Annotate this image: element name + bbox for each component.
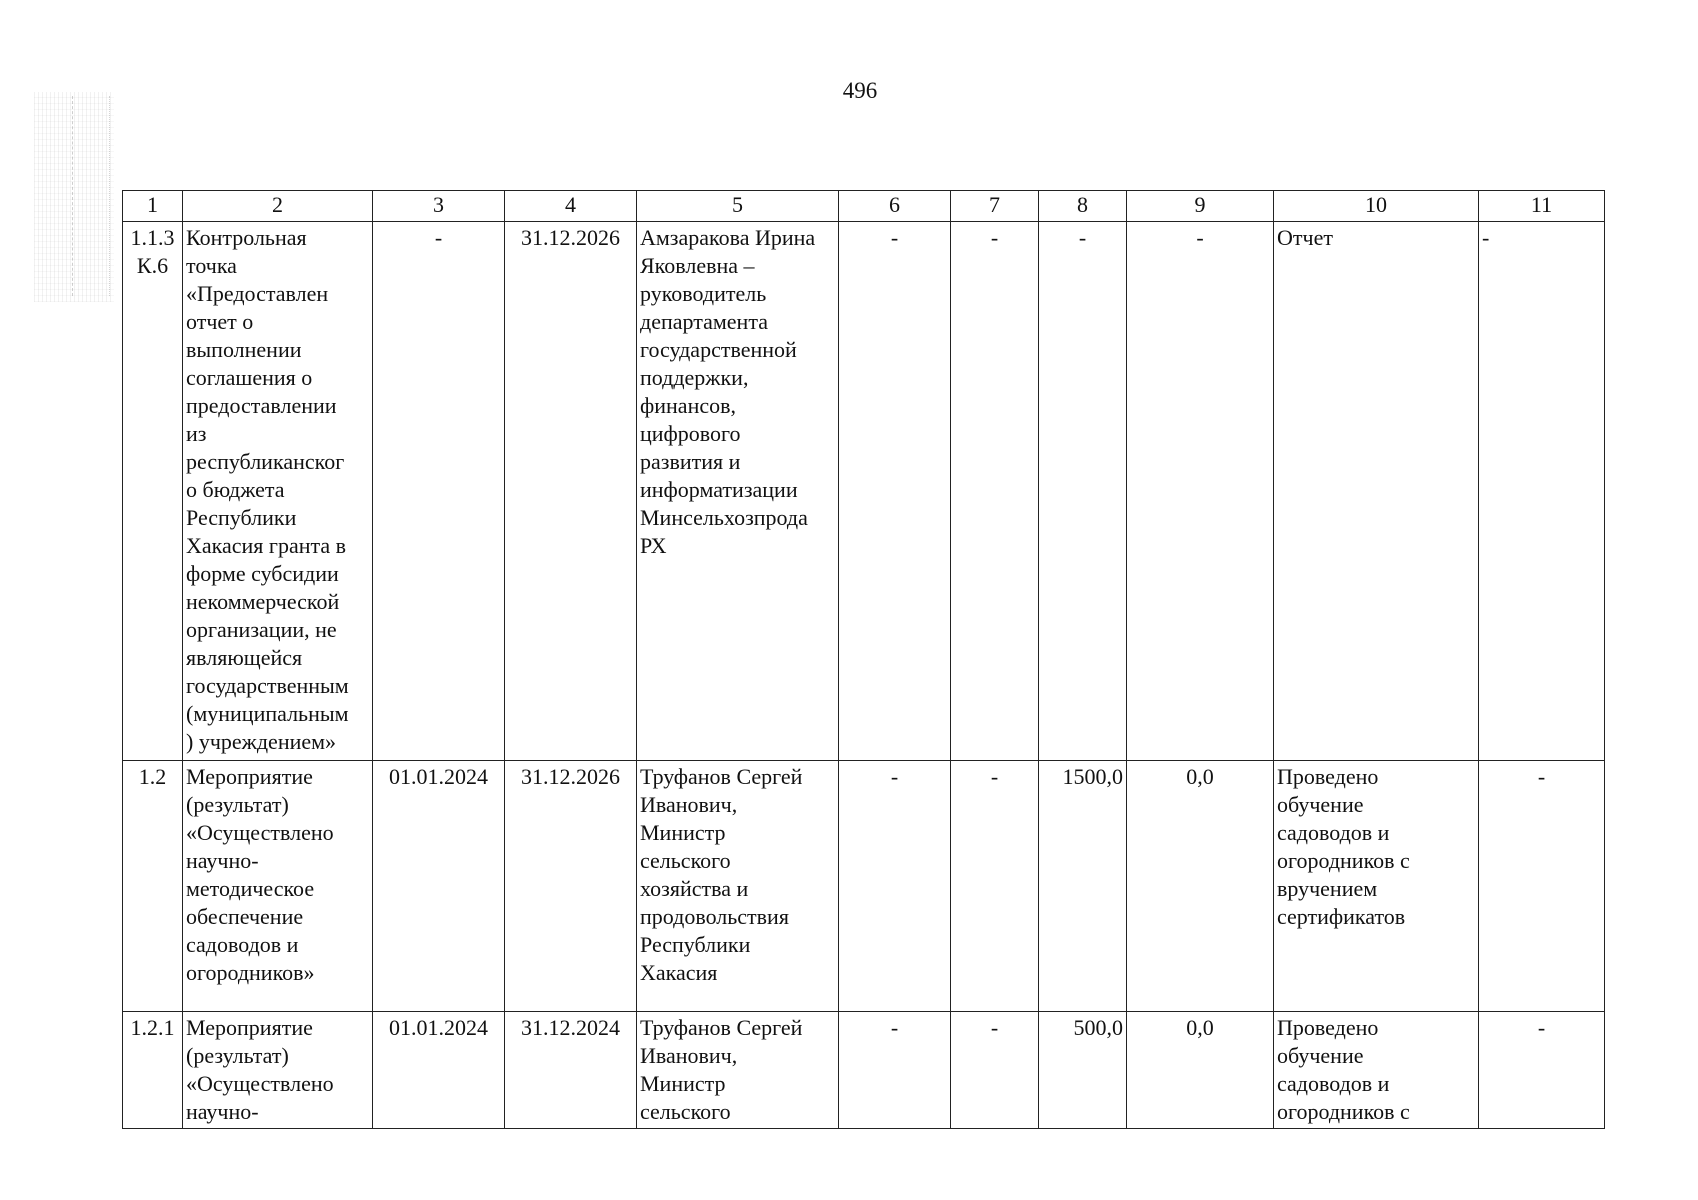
result-text: Проведено обучение садоводов и огородников с (1277, 1015, 1410, 1124)
end-date-cell: 31.12.2024 (505, 1012, 637, 1129)
column-header: 5 (637, 191, 839, 222)
value-cell-8: - (1039, 222, 1127, 761)
row-number: 1.2.1 (130, 1015, 175, 1040)
start-date-cell: 01.01.2024 (373, 761, 505, 1012)
result-text: Проведено обучение садоводов и огородников с вручением сертификатов (1277, 764, 1410, 929)
value-cell-8: 1500,0 (1039, 761, 1127, 1012)
result-cell (1274, 761, 1479, 1012)
start-date-cell: 01.01.2024 (373, 1012, 505, 1129)
value-cell-9: - (1127, 222, 1274, 761)
value-cell-7: - (951, 1012, 1039, 1129)
start-date-cell: - (373, 222, 505, 761)
activity-text: Мероприятие (результат) «Осуществлено научно- методическое обеспечение садоводов и огородников» (186, 764, 334, 985)
value-cell-6: - (839, 222, 951, 761)
column-header: 7 (951, 191, 1039, 222)
table-header-row (123, 191, 1605, 222)
column-header: 4 (505, 191, 637, 222)
responsible-text: Труфанов Сергей Иванович, Министр сельского (640, 1015, 803, 1124)
result-cell (1274, 222, 1479, 761)
plan-table (122, 190, 1605, 1129)
column-header: 2 (183, 191, 373, 222)
value-cell-11: - (1479, 761, 1605, 1012)
row-number-cell (123, 222, 183, 761)
activity-cell (183, 761, 373, 1012)
row-number-cell (123, 1012, 183, 1129)
row-number-cell (123, 761, 183, 1012)
responsible-text: Труфанов Сергей Иванович, Министр сельского хозяйства и продовольствия Республики Хакасия (640, 764, 803, 985)
value-cell-11: - (1479, 222, 1605, 761)
page-number: 496 (842, 78, 878, 103)
responsible-cell (637, 761, 839, 1012)
value-cell-11: - (1479, 1012, 1605, 1129)
value-cell-8: 500,0 (1039, 1012, 1127, 1129)
row-number: 1.1.3 К.6 (130, 225, 175, 278)
activity-cell (183, 222, 373, 761)
row-number: 1.2 (138, 764, 167, 789)
activity-text: Мероприятие (результат) «Осуществлено научно- (186, 1015, 334, 1124)
table-row (123, 222, 1605, 761)
column-header: 1 (123, 191, 183, 222)
column-header: 8 (1039, 191, 1127, 222)
value-cell-7: - (951, 222, 1039, 761)
column-header: 3 (373, 191, 505, 222)
value-cell-6: - (839, 1012, 951, 1129)
value-cell-9: 0,0 (1127, 761, 1274, 1012)
end-date-cell: 31.12.2026 (505, 761, 637, 1012)
responsible-cell (637, 1012, 839, 1129)
activity-text: Контрольная точка «Предоставлен отчет о выполнении соглашения о предоставлении из республиканског о бюджета Республики Хакасия гранта в форме субсидии некоммерческой организации, не являющейся государственным (муниципальным ) учреждением» (186, 225, 349, 754)
responsible-cell (637, 222, 839, 761)
scan-margin-mark (34, 92, 114, 302)
table-row (123, 761, 1605, 1012)
column-header: 11 (1479, 191, 1605, 222)
end-date-cell: 31.12.2026 (505, 222, 637, 761)
value-cell-7: - (951, 761, 1039, 1012)
column-header: 6 (839, 191, 951, 222)
column-header: 10 (1274, 191, 1479, 222)
activity-cell (183, 1012, 373, 1129)
result-cell (1274, 1012, 1479, 1129)
column-header: 9 (1127, 191, 1274, 222)
table-row (123, 1012, 1605, 1129)
value-cell-9: 0,0 (1127, 1012, 1274, 1129)
value-cell-6: - (839, 761, 951, 1012)
responsible-text: Амзаракова Ирина Яковлевна – руководитель департамента государственной поддержки, финансов, цифрового развития и информатизации Минсельхозпрода РХ (640, 225, 816, 558)
result-text: Отчет (1277, 225, 1333, 250)
